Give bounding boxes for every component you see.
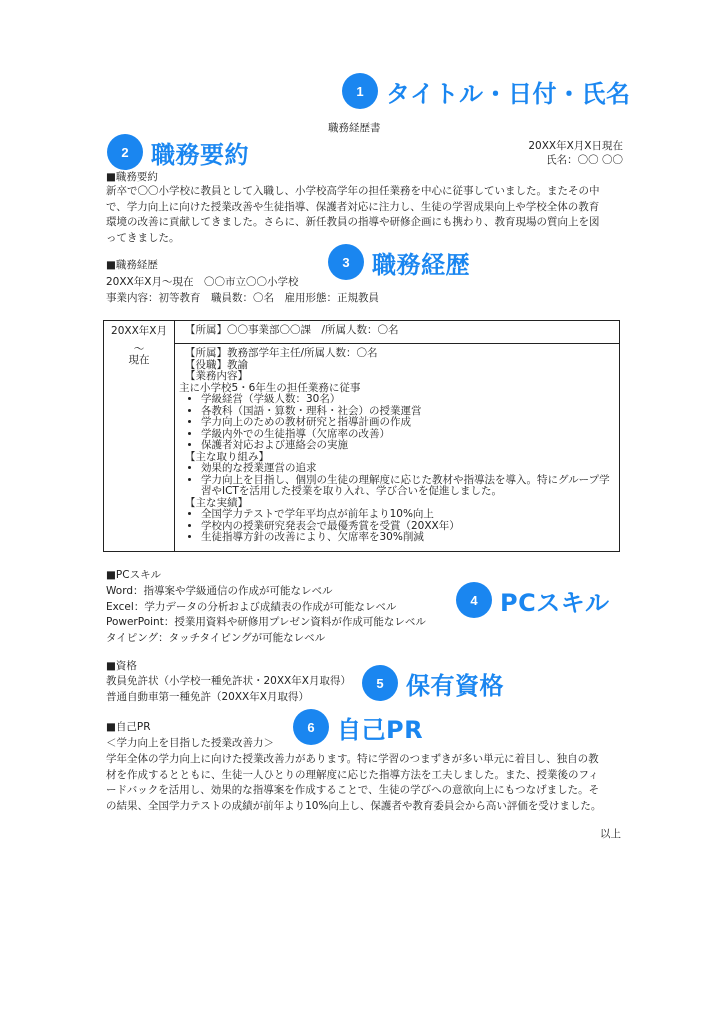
callout-career xyxy=(328,244,470,280)
callout-self-pr xyxy=(293,709,423,745)
callout-job-summary xyxy=(107,134,249,170)
period-from: 20XX年X月 xyxy=(111,325,167,337)
duty-item: • 学級経営（学級人数：30名） xyxy=(201,394,613,406)
callout-label: 職務要約 xyxy=(151,140,249,169)
position: 【役職】教諭 xyxy=(185,358,248,371)
duty-item: • 保護者対応および連絡会の実施 xyxy=(201,440,613,452)
callout-number-badge: 2 xyxy=(107,134,143,170)
period-to: 現在 xyxy=(128,354,150,366)
pc-skill-item: Excel：学力データの分析および成績表の作成が可能なレベル xyxy=(106,600,397,613)
duty-item: • 各教科（国語・算数・理科・社会）の授業運営 xyxy=(201,406,613,418)
summary-body xyxy=(106,184,600,246)
efforts-list xyxy=(179,463,613,498)
self-pr-line: ードバックを活用し、効果的な指導案を作成することで、生徒の学びへの意欲向上にもつなげました。そ xyxy=(106,784,600,796)
pc-skill-item: PowerPoint：授業用資料や研修用プレゼン資料が作成可能なレベル xyxy=(106,616,426,628)
callout-label: 保有資格 xyxy=(406,671,504,700)
self-pr-body xyxy=(106,752,601,814)
summary-line: ってきました。 xyxy=(106,231,180,244)
callout-label: 職務経歴 xyxy=(372,250,470,279)
duties-list xyxy=(179,394,613,452)
self-pr-heading: ■自己PR xyxy=(106,721,151,733)
achievement-item: • 学校内の授業研究発表会で最優秀賞を受賞（20XX年） xyxy=(201,521,613,533)
duties-intro: 主に小学校5・6年生の担任業務に従事 xyxy=(179,381,361,394)
callout-number-badge: 3 xyxy=(328,244,364,280)
effort-item: • 効果的な授業運営の追求 xyxy=(201,463,613,475)
callout-number-badge: 6 xyxy=(293,709,329,745)
document-name: 氏名：〇〇 〇〇 xyxy=(546,154,623,166)
effort-item: • 学力向上を目指し、個別の生徒の理解度に応じた教材や指導法を導入。特にグループ学習やICTを活用した授業を取り入れ、学び合いを促進しました。 xyxy=(201,475,613,498)
career-heading: ■職務経歴 xyxy=(106,259,158,271)
career-period-line: 20XX年X月〜現在 〇〇市立〇〇小学校 xyxy=(106,276,299,288)
achievements-heading: 【主な実績】 xyxy=(185,496,248,509)
callout-title-date-name xyxy=(342,73,631,109)
callout-number-badge: 5 xyxy=(362,665,398,701)
dept-line: 【所属】〇〇事業部〇〇課 /所属人数：〇名 xyxy=(185,324,399,336)
career-info-line: 事業内容：初等教育 職員数：〇名 雇用形態：正規教員 xyxy=(106,292,379,304)
achievement-item: • 全国学力テストで学年平均点が前年より10%向上 xyxy=(201,509,613,521)
affiliation: 【所属】教務部学年主任/所属人数：〇名 xyxy=(185,347,378,359)
callout-qualifications xyxy=(362,665,504,701)
summary-line: 環境の改善に貢献してきました。さらに、新任教員の指導や研修企画にも携わり、教育現場の質向上を図 xyxy=(106,216,600,228)
callout-number-badge: 1 xyxy=(342,73,378,109)
document-title: 職務経歴書 xyxy=(328,122,381,134)
callout-pc-skills xyxy=(456,582,609,618)
duty-item: • 学力向上のための教材研究と指導計画の作成 xyxy=(201,417,613,429)
pc-skills-heading: ■PCスキル xyxy=(106,569,161,581)
pc-skills-list xyxy=(106,584,426,646)
callout-label: タイトル・日付・氏名 xyxy=(386,79,631,108)
duty-item: • 学級内外での生徒指導（欠席率の改善） xyxy=(201,429,613,441)
qualification-item: 教員免許状（小学校一種免許状・20XX年X月取得） xyxy=(106,675,351,687)
pc-skill-item: Word：指導案や学級通信の作成が可能なレベル xyxy=(106,585,333,597)
summary-line: で、学力向上に向けた授業改善や生徒指導、保護者対応に注力し、生徒の学習成果向上や学校全体の教育 xyxy=(106,200,600,213)
achievement-item: • 生徒指導方針の改善により、欠席率を30%削減 xyxy=(201,532,613,544)
qualifications-list xyxy=(106,674,351,705)
qualification-item: 普通自動車第一種免許（20XX年X月取得） xyxy=(106,690,309,703)
callout-label: 自己PR xyxy=(337,715,424,744)
callout-label: PCスキル xyxy=(500,588,610,617)
pc-skill-item: タイピング：タッチタイピングが可能なレベル xyxy=(106,631,326,644)
summary-line: 新卒で〇〇小学校に教員として入職し、小学校高学年の担任業務を中心に従事していました。またその中 xyxy=(106,185,600,197)
summary-heading: ■職務要約 xyxy=(106,171,158,183)
career-detail-cell xyxy=(175,344,620,552)
career-dept-cell xyxy=(175,321,620,344)
self-pr-line: 学年全体の学力向上に向けた授業改善力があります。特に学習のつまずきが多い単元に着目し、独自の教 xyxy=(106,753,599,765)
duties-heading: 【業務内容】 xyxy=(185,370,248,382)
qualifications-heading: ■資格 xyxy=(106,660,137,672)
self-pr-line: 材を作成するとともに、生徒一人ひとりの理解度に応じた指導方法を工夫しました。また、授業後のフィ xyxy=(106,768,599,781)
callout-number-badge: 4 xyxy=(456,582,492,618)
career-table xyxy=(103,320,620,552)
self-pr-line: の結果、全国学力テストの成績が前年より10%向上し、保護者や教育委員会から高い評価を受けました。 xyxy=(106,799,602,812)
period-separator: 〜 xyxy=(133,342,145,355)
self-pr-subtitle: ＜学力向上を目指した授業改善力＞ xyxy=(106,737,274,749)
closing-text: 以上 xyxy=(600,828,621,840)
document-date: 20XX年X月X日現在 xyxy=(528,140,623,152)
career-period-cell xyxy=(104,321,175,552)
achievements-list xyxy=(179,509,613,544)
efforts-heading: 【主な取り組み】 xyxy=(185,450,269,463)
